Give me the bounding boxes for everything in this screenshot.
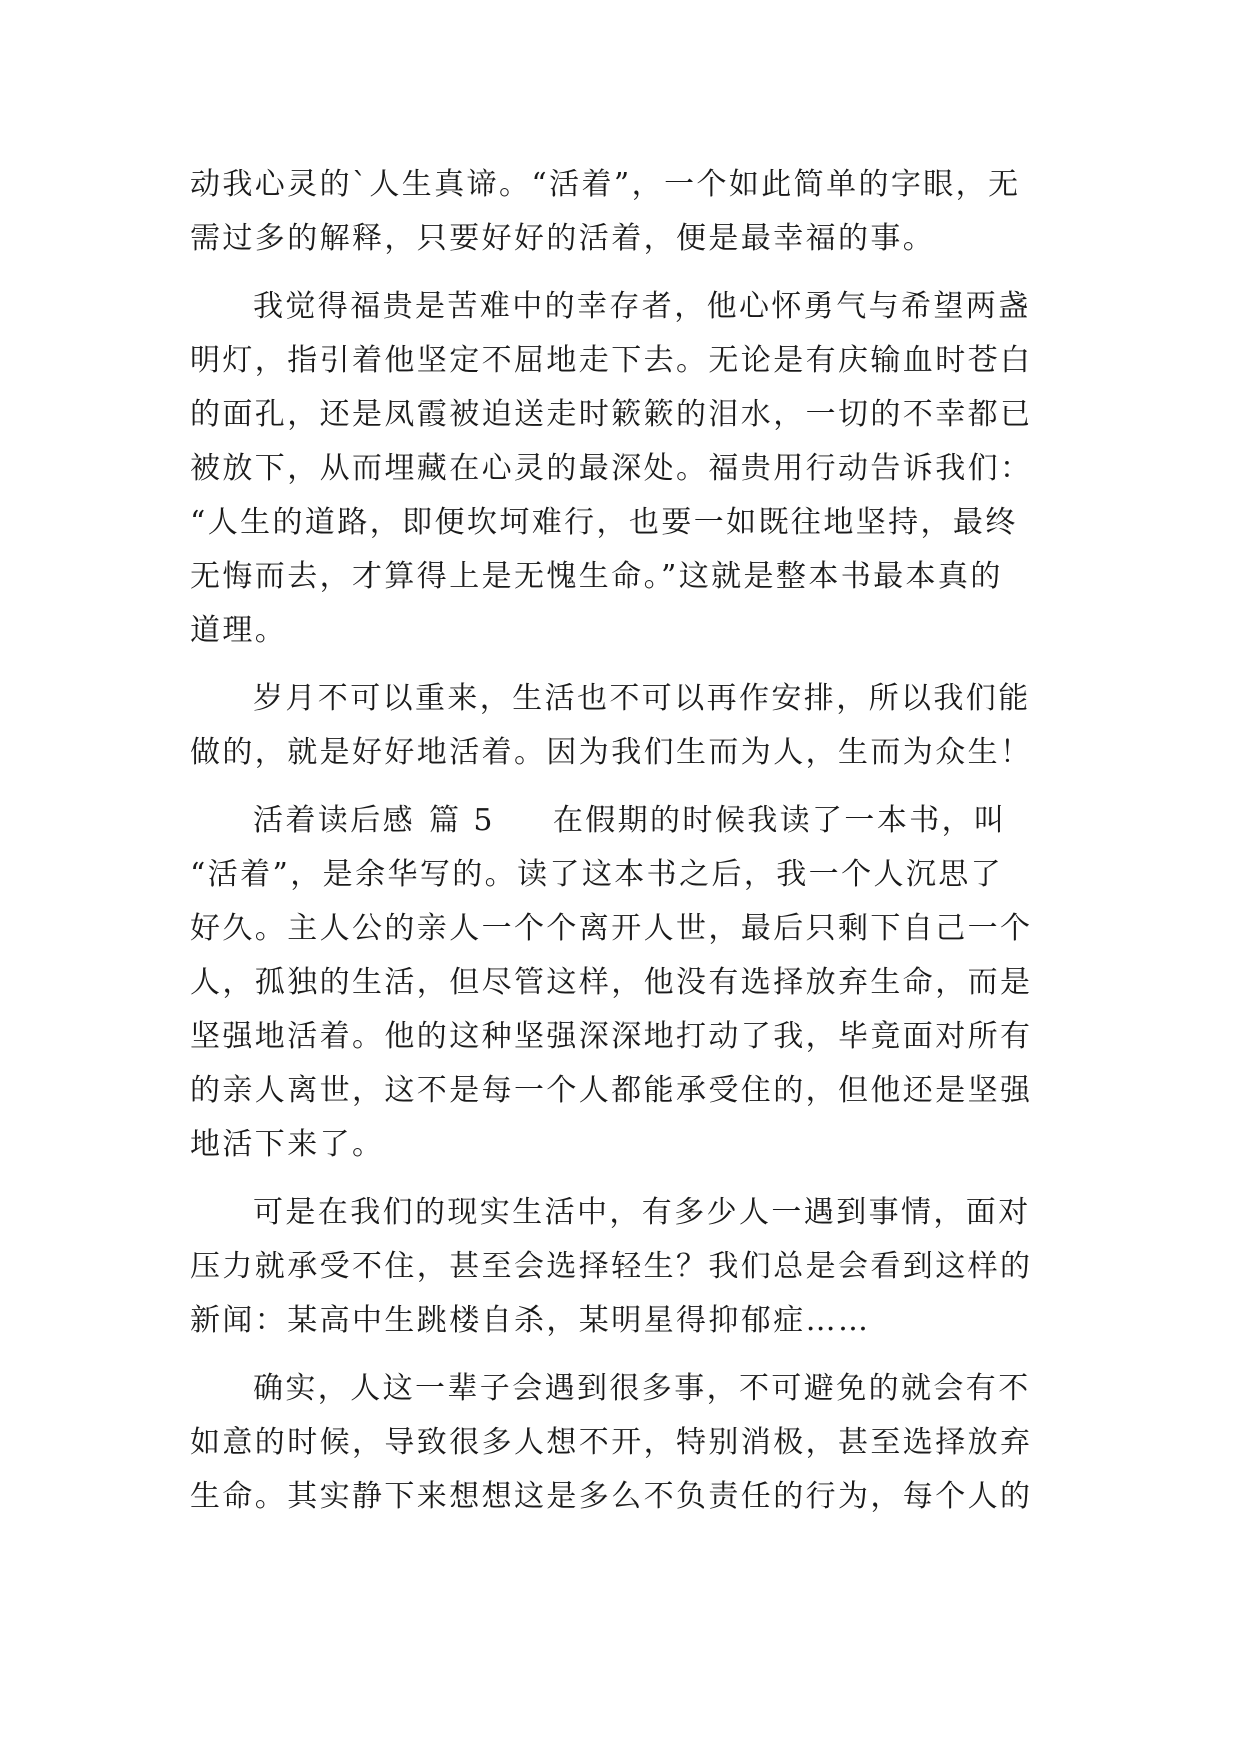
text-line: 道理。 [190,613,288,648]
text-line: 被放下，从而埋藏在心灵的最深处。福贵用行动告诉我们： [190,451,1033,486]
text-line: 需过多的解释，只要好好的活着，便是最幸福的事。 [190,221,936,256]
text-line: 的亲人离世，这不是每一个人都能承受住的，但他还是坚强 [190,1073,1033,1108]
text-line: 无悔而去，才算得上是无愧生命。”这就是整本书最本真的 [190,559,1003,594]
text-line: 如意的时候，导致很多人想不开，特别消极，甚至选择放弃 [190,1425,1033,1460]
text-line: 动我心灵的`人生真谛。“活着”，一个如此简单的字眼，无 [190,167,1021,202]
text-line: 压力就承受不住，甚至会选择轻生？我们总是会看到这样的 [190,1249,1033,1284]
body-text [190,158,1060,1524]
paragraph-first-line: 可是在我们的现实生活中，有多少人一遇到事情，面对 [253,1195,1031,1230]
section-heading-line [190,794,1060,848]
text-line: 好久。主人公的亲人一个个离开人世，最后只剩下自己一个 [190,911,1033,946]
text-line: 人，孤独的生活，但尽管这样，他没有选择放弃生命，而是 [190,965,1033,1000]
text-line: 的面孔，还是凤霞被迫送走时簌簌的泪水，一切的不幸都已 [190,397,1033,432]
text-line: “人生的道路，即便坎坷难行，也要一如既往地坚持，最终 [190,505,1018,540]
text-line: “活着”，是余华写的。读了这本书之后，我一个人沉思了 [190,857,1004,892]
section-title: 活着读后感 [253,803,415,838]
text-line: 生命。其实静下来想想这是多么不负责任的行为，每个人的 [190,1479,1033,1514]
section-number: 篇 5 [429,803,495,838]
text-line: 坚强地活着。他的这种坚强深深地打动了我，毕竟面对所有 [190,1019,1033,1054]
paragraph-first-line: 岁月不可以重来，生活也不可以再作安排，所以我们能 [253,681,1031,716]
text-line: 做的，就是好好地活着。因为我们生而为人，生而为众生！ [190,735,1033,770]
text-line: 明灯，指引着他坚定不屈地走下去。无论是有庆输血时苍白 [190,343,1033,378]
paragraph-first-line: 确实，人这一辈子会遇到很多事，不可避免的就会有不 [253,1371,1031,1406]
text-line: 地活下来了。 [190,1127,385,1162]
paragraph-first-line: 我觉得福贵是苦难中的幸存者，他心怀勇气与希望两盏 [253,289,1031,324]
section-intro-text: 在假期的时候我读了一本书，叫 [552,803,1007,838]
text-line: 新闻：某高中生跳楼自杀，某明星得抑郁症…… [190,1303,871,1338]
